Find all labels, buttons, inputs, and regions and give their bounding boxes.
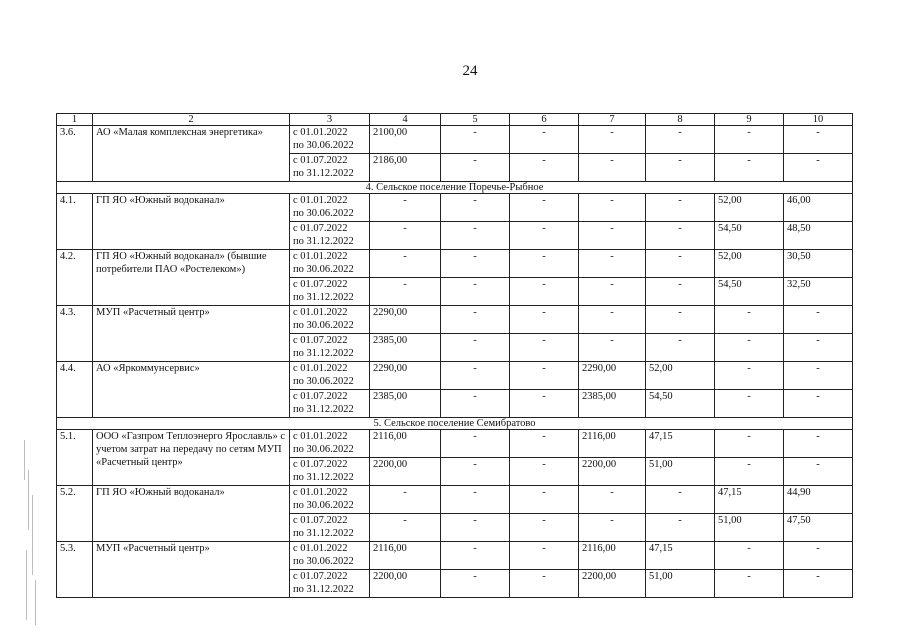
period-start: с 01.01.2022 (293, 543, 348, 554)
value-cell: 2385,00 (370, 390, 441, 418)
value-cell: 2200,00 (579, 570, 646, 598)
value-cell: - (441, 390, 510, 418)
value-cell: - (646, 154, 715, 182)
value-cell: - (441, 278, 510, 306)
period-start: с 01.07.2022 (293, 223, 348, 234)
value-cell: 2385,00 (370, 334, 441, 362)
value-cell: - (510, 486, 579, 514)
value-cell: - (715, 542, 784, 570)
value-cell: - (579, 486, 646, 514)
value-cell: - (715, 430, 784, 458)
value-cell: - (715, 570, 784, 598)
value-cell: - (370, 514, 441, 542)
period-start: с 01.07.2022 (293, 391, 348, 402)
value-cell: - (715, 362, 784, 390)
period-end: по 30.06.2022 (293, 264, 354, 275)
value-cell: 2200,00 (579, 458, 646, 486)
value-cell: 2290,00 (579, 362, 646, 390)
value-cell: - (646, 250, 715, 278)
period-cell (290, 194, 370, 222)
value-cell: - (510, 154, 579, 182)
value-cell: - (715, 154, 784, 182)
period-cell (290, 334, 370, 362)
column-header: 7 (579, 114, 646, 126)
value-cell: - (510, 250, 579, 278)
period-cell (290, 362, 370, 390)
table-row (57, 362, 853, 390)
value-cell: - (579, 126, 646, 154)
value-cell: 2116,00 (370, 542, 441, 570)
period-end: по 30.06.2022 (293, 320, 354, 331)
table-row (57, 194, 853, 222)
value-cell: - (441, 362, 510, 390)
period-start: с 01.07.2022 (293, 335, 348, 346)
value-cell: - (784, 362, 853, 390)
period-cell (290, 542, 370, 570)
value-cell: - (579, 154, 646, 182)
period-end: по 31.12.2022 (293, 404, 354, 415)
period-cell (290, 458, 370, 486)
column-header: 2 (93, 114, 290, 126)
table-row (57, 542, 853, 570)
section-title: 5. Сельское поселение Семибратово (57, 418, 853, 430)
row-number: 5.1. (57, 430, 93, 486)
value-cell: - (579, 514, 646, 542)
value-cell: - (441, 570, 510, 598)
organization-name: МУП «Расчетный центр» (93, 306, 290, 362)
value-cell: - (370, 278, 441, 306)
value-cell: 52,00 (715, 194, 784, 222)
value-cell: - (370, 194, 441, 222)
period-cell (290, 514, 370, 542)
row-number: 4.3. (57, 306, 93, 362)
value-cell: 2290,00 (370, 306, 441, 334)
value-cell: - (441, 126, 510, 154)
period-start: с 01.01.2022 (293, 487, 348, 498)
period-start: с 01.07.2022 (293, 515, 348, 526)
period-start: с 01.01.2022 (293, 431, 348, 442)
table-row (57, 250, 853, 278)
period-end: по 30.06.2022 (293, 444, 354, 455)
tariff-table (56, 113, 853, 598)
table-body (57, 126, 853, 598)
value-cell: - (441, 458, 510, 486)
value-cell: - (510, 570, 579, 598)
section-row (57, 418, 853, 430)
column-header: 8 (646, 114, 715, 126)
section-row (57, 182, 853, 194)
section-title: 4. Сельское поселение Поречье-Рыбное (57, 182, 853, 194)
value-cell: - (579, 334, 646, 362)
value-cell: 46,00 (784, 194, 853, 222)
period-end: по 31.12.2022 (293, 236, 354, 247)
scan-margin-marks (22, 440, 42, 630)
value-cell: - (715, 334, 784, 362)
value-cell: 54,50 (646, 390, 715, 418)
value-cell: - (441, 486, 510, 514)
row-number: 3.6. (57, 126, 93, 182)
period-start: с 01.07.2022 (293, 459, 348, 470)
value-cell: - (784, 570, 853, 598)
value-cell: - (441, 154, 510, 182)
value-cell: 2186,00 (370, 154, 441, 182)
period-start: с 01.07.2022 (293, 155, 348, 166)
value-cell: - (715, 306, 784, 334)
column-header: 6 (510, 114, 579, 126)
value-cell: - (510, 362, 579, 390)
period-cell (290, 154, 370, 182)
period-start: с 01.01.2022 (293, 307, 348, 318)
value-cell: - (510, 430, 579, 458)
organization-name: ООО «Газпром Теплоэнерго Ярославль» с учетом затрат на передачу по сетям МУП «Расчетный центр» (93, 430, 290, 486)
page-number: 24 (462, 63, 478, 79)
value-cell: 48,50 (784, 222, 853, 250)
value-cell: - (784, 306, 853, 334)
value-cell: - (784, 458, 853, 486)
value-cell: 2385,00 (579, 390, 646, 418)
value-cell: - (715, 458, 784, 486)
period-cell (290, 306, 370, 334)
value-cell: - (510, 390, 579, 418)
value-cell: 30,50 (784, 250, 853, 278)
value-cell: - (510, 458, 579, 486)
period-cell (290, 486, 370, 514)
value-cell: - (646, 126, 715, 154)
value-cell: - (715, 390, 784, 418)
value-cell: 51,00 (715, 514, 784, 542)
table-row (57, 430, 853, 458)
period-end: по 31.12.2022 (293, 472, 354, 483)
value-cell: - (510, 126, 579, 154)
period-end: по 30.06.2022 (293, 208, 354, 219)
value-cell: 2116,00 (579, 430, 646, 458)
column-header: 5 (441, 114, 510, 126)
value-cell: - (441, 334, 510, 362)
value-cell: 44,90 (784, 486, 853, 514)
value-cell: - (441, 542, 510, 570)
value-cell: - (784, 390, 853, 418)
value-cell: - (579, 278, 646, 306)
period-cell (290, 222, 370, 250)
period-start: с 01.07.2022 (293, 571, 348, 582)
period-cell (290, 250, 370, 278)
value-cell: - (646, 306, 715, 334)
value-cell: 47,15 (646, 430, 715, 458)
value-cell: - (784, 430, 853, 458)
value-cell: 2116,00 (370, 430, 441, 458)
value-cell: 51,00 (646, 458, 715, 486)
organization-name: МУП «Расчетный центр» (93, 542, 290, 598)
period-start: с 01.01.2022 (293, 195, 348, 206)
column-header: 9 (715, 114, 784, 126)
value-cell: - (784, 334, 853, 362)
value-cell: - (510, 222, 579, 250)
value-cell: - (646, 486, 715, 514)
value-cell: - (646, 278, 715, 306)
value-cell: - (441, 306, 510, 334)
period-cell (290, 390, 370, 418)
value-cell: - (370, 486, 441, 514)
value-cell: 2200,00 (370, 458, 441, 486)
value-cell: - (579, 222, 646, 250)
value-cell: - (784, 126, 853, 154)
period-cell (290, 570, 370, 598)
value-cell: - (370, 222, 441, 250)
value-cell: - (510, 278, 579, 306)
value-cell: 52,00 (715, 250, 784, 278)
period-end: по 31.12.2022 (293, 528, 354, 539)
organization-name: АО «Малая комплексная энергетика» (93, 126, 290, 182)
period-start: с 01.01.2022 (293, 363, 348, 374)
value-cell: 47,15 (715, 486, 784, 514)
row-number: 4.4. (57, 362, 93, 418)
period-end: по 31.12.2022 (293, 292, 354, 303)
organization-name: АО «Яркоммунсервис» (93, 362, 290, 418)
value-cell: - (510, 334, 579, 362)
period-end: по 30.06.2022 (293, 376, 354, 387)
value-cell: - (646, 514, 715, 542)
period-start: с 01.01.2022 (293, 127, 348, 138)
table-row (57, 486, 853, 514)
column-header: 1 (57, 114, 93, 126)
value-cell: - (510, 306, 579, 334)
organization-name: ГП ЯО «Южный водоканал» (93, 194, 290, 250)
value-cell: - (784, 542, 853, 570)
column-header: 10 (784, 114, 853, 126)
header-row (57, 114, 853, 126)
period-end: по 31.12.2022 (293, 348, 354, 359)
value-cell: - (715, 126, 784, 154)
period-end: по 31.12.2022 (293, 584, 354, 595)
value-cell: - (646, 194, 715, 222)
value-cell: - (784, 154, 853, 182)
table-row (57, 306, 853, 334)
value-cell: 51,00 (646, 570, 715, 598)
table-row (57, 126, 853, 154)
value-cell: 47,50 (784, 514, 853, 542)
value-cell: - (441, 514, 510, 542)
value-cell: - (510, 514, 579, 542)
period-cell (290, 278, 370, 306)
value-cell: - (579, 306, 646, 334)
value-cell: - (510, 194, 579, 222)
value-cell: - (579, 250, 646, 278)
value-cell: - (646, 222, 715, 250)
value-cell: - (441, 250, 510, 278)
value-cell: 2100,00 (370, 126, 441, 154)
value-cell: 54,50 (715, 278, 784, 306)
value-cell: - (370, 250, 441, 278)
period-end: по 30.06.2022 (293, 500, 354, 511)
value-cell: 2116,00 (579, 542, 646, 570)
column-header: 3 (290, 114, 370, 126)
value-cell: 47,15 (646, 542, 715, 570)
organization-name: ГП ЯО «Южный водоканал» (93, 486, 290, 542)
value-cell: - (579, 194, 646, 222)
organization-name: ГП ЯО «Южный водоканал» (бывшие потребители ПАО «Ростелеком») (93, 250, 290, 306)
value-cell: 32,50 (784, 278, 853, 306)
row-number: 5.2. (57, 486, 93, 542)
row-number: 4.1. (57, 194, 93, 250)
period-cell (290, 126, 370, 154)
period-cell (290, 430, 370, 458)
period-end: по 30.06.2022 (293, 140, 354, 151)
value-cell: 54,50 (715, 222, 784, 250)
row-number: 5.3. (57, 542, 93, 598)
period-end: по 31.12.2022 (293, 168, 354, 179)
value-cell: - (510, 542, 579, 570)
value-cell: 52,00 (646, 362, 715, 390)
row-number: 4.2. (57, 250, 93, 306)
value-cell: - (646, 334, 715, 362)
value-cell: - (441, 430, 510, 458)
value-cell: 2290,00 (370, 362, 441, 390)
period-start: с 01.01.2022 (293, 251, 348, 262)
value-cell: 2200,00 (370, 570, 441, 598)
period-start: с 01.07.2022 (293, 279, 348, 290)
column-header: 4 (370, 114, 441, 126)
period-end: по 30.06.2022 (293, 556, 354, 567)
value-cell: - (441, 194, 510, 222)
value-cell: - (441, 222, 510, 250)
